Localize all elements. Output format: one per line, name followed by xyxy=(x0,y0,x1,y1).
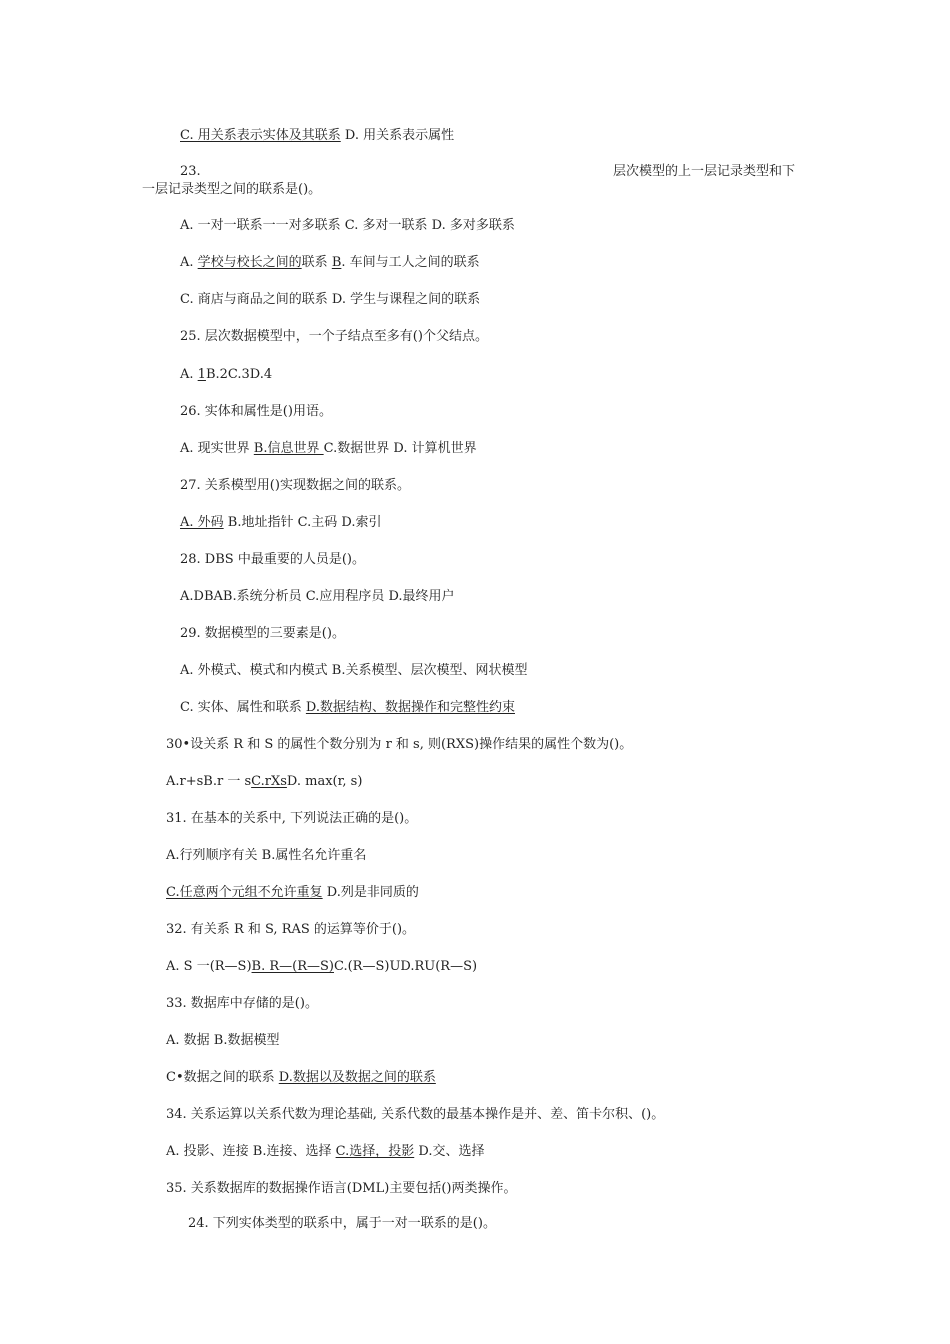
underlined-answer-text: C. 用关系表示实体及其联系 xyxy=(180,128,341,143)
q28-stem xyxy=(180,551,365,569)
q28-options xyxy=(180,588,455,606)
line-text-segment: C•数据之间的联系 xyxy=(166,1070,279,1085)
underlined-answer-text: 学校与校长之间的 xyxy=(197,255,302,270)
q24-options-ab xyxy=(180,254,480,272)
line-text-segment: 联系 xyxy=(301,255,332,270)
q23-options xyxy=(180,217,515,235)
q34-stem xyxy=(166,1106,664,1124)
line-text-segment: 25. 层次数据模型中，一个子结点至多有()个父结点。 xyxy=(180,329,488,344)
underlined-answer-text: C.rXs xyxy=(251,774,287,789)
line-text-segment: 29. 数据模型的三要素是()。 xyxy=(180,626,345,641)
underlined-answer-text: B xyxy=(331,255,342,270)
line-text-segment: A. 一对一联系一一对多联系 C. 多对一联系 D. 多对多联系 xyxy=(180,218,515,233)
underlined-answer-text: A. 外码 xyxy=(180,515,224,530)
q29-options-ab xyxy=(180,662,527,680)
line-text-segment: A. 数据 B.数据模型 xyxy=(166,1033,280,1048)
q33-options-ab xyxy=(166,1032,279,1050)
line-text-segment: D.交、选择 xyxy=(414,1144,485,1159)
underlined-answer-text: B.信息世界 xyxy=(253,441,324,456)
q24-stem xyxy=(188,1215,496,1233)
q23-stem-part2 xyxy=(142,181,321,199)
line-text-segment: 30•设关系 R 和 S 的属性个数分别为 r 和 s, 则(RXS)操作结果的属性个数为()。 xyxy=(166,737,633,752)
line-text-segment: A. 投影、连接 B.连接、选择 xyxy=(166,1144,336,1159)
q29-stem xyxy=(180,625,345,643)
line-text-segment: A. 现实世界 xyxy=(180,441,254,456)
q27-stem xyxy=(180,477,410,495)
line-text-segment: D.列是非同质的 xyxy=(322,885,419,900)
q31-options-ab xyxy=(166,847,366,865)
line-text-segment: A.DBAB.系统分析员 C.应用程序员 D.最终用户 xyxy=(180,589,455,604)
line-text-segment: A. xyxy=(180,367,198,382)
line-text-segment: C. 商店与商品之间的联系 D. 学生与课程之间的联系 xyxy=(180,292,481,307)
q30-stem xyxy=(166,736,632,754)
line-text-segment: 33. 数据库中存储的是()。 xyxy=(166,996,318,1011)
q32-options xyxy=(166,958,477,976)
line-text-segment: C.数据世界 D. 计算机世界 xyxy=(323,441,477,456)
line-text-segment: A. 外模式、模式和内模式 B.关系模型、层次模型、网状模型 xyxy=(180,663,528,678)
q33-stem xyxy=(166,995,318,1013)
q33-options-cd xyxy=(166,1069,436,1087)
q26-stem xyxy=(180,403,332,421)
q27-options xyxy=(180,514,381,532)
q32-stem xyxy=(166,921,415,939)
underlined-answer-text: C.任意两个元组不允许重复 xyxy=(166,885,323,900)
line-text-segment: 26. 实体和属性是()用语。 xyxy=(180,404,332,419)
line-text-segment: D. 用关系表示属性 xyxy=(340,128,455,143)
underlined-answer-text: D.数据结构、数据操作和完整性约束 xyxy=(305,700,515,715)
q23-stem-part1: 层次模型的上一层记录类型和下 xyxy=(613,164,796,179)
q24-options-cd xyxy=(180,291,480,309)
q22-options-cd xyxy=(180,127,454,145)
line-text-segment: B.2C.3D.4 xyxy=(205,367,273,382)
line-text-segment: C. 实体、属性和联系 xyxy=(180,700,306,715)
q34-options xyxy=(166,1143,484,1161)
underlined-answer-text: C.选择，投影 xyxy=(335,1144,415,1159)
line-text-segment: A.r+sB.r 一 s xyxy=(166,774,252,789)
underlined-answer-text: D.数据以及数据之间的联系 xyxy=(278,1070,436,1085)
q35-stem xyxy=(166,1180,516,1198)
line-text-segment: 32. 有关系 R 和 S, RAS 的运算等价于()。 xyxy=(166,922,416,937)
line-text-segment: 28. DBS 中最重要的人员是()。 xyxy=(180,552,365,567)
q25-stem xyxy=(180,328,488,346)
line-text-segment: 一层记录类型之间的联系是()。 xyxy=(142,182,322,197)
line-text-segment: 24. 下列实体类型的联系中，属于一对一联系的是()。 xyxy=(188,1216,496,1231)
q25-options xyxy=(180,366,272,384)
line-text-segment: A. xyxy=(180,255,198,270)
q31-stem xyxy=(166,810,417,828)
q26-options xyxy=(180,440,477,458)
line-text-segment: 34. 关系运算以关系代数为理论基础, 关系代数的最基本操作是并、差、笛卡尔积、()。 xyxy=(166,1107,665,1122)
line-text-segment: 27. 关系模型用()实现数据之间的联系。 xyxy=(180,478,410,493)
underlined-answer-text: B. R—(R—S) xyxy=(251,959,334,974)
q31-options-cd xyxy=(166,884,419,902)
q29-options-cd xyxy=(180,699,515,717)
line-text-segment: . 车间与工人之间的联系 xyxy=(341,255,480,270)
line-text-segment: D. max(r, s) xyxy=(286,774,363,789)
line-text-segment: A.行列顺序有关 B.属性名允许重名 xyxy=(166,848,367,863)
line-text-segment: 31. 在基本的关系中, 下列说法正确的是()。 xyxy=(166,811,418,826)
line-text-segment: 35. 关系数据库的数据操作语言(DML)主要包括()两类操作。 xyxy=(166,1181,517,1196)
line-text-segment: A. S 一(R—S) xyxy=(166,959,252,974)
underlined-answer-text: 1 xyxy=(197,367,206,382)
line-text-segment: C.(R—S)UD.RU(R—S) xyxy=(333,959,478,974)
q30-options xyxy=(166,773,362,791)
line-text-segment: B.地址指针 C.主码 D.索引 xyxy=(223,515,382,530)
q23-number: 23. xyxy=(180,164,201,179)
